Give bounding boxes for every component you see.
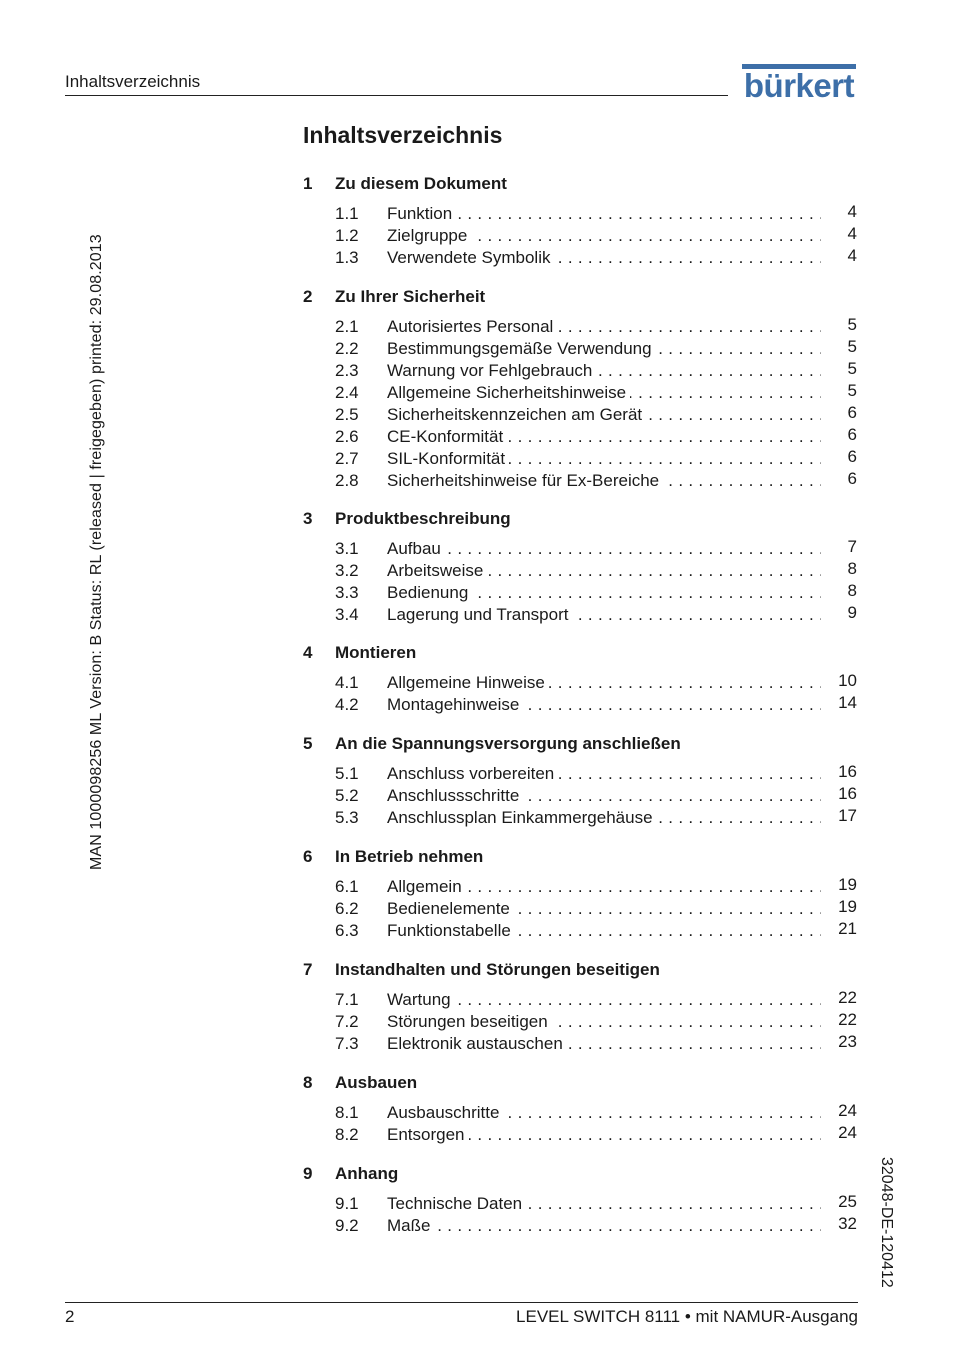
toc-entry[interactable] <box>303 921 859 943</box>
toc-chapter-heading[interactable] <box>303 287 859 311</box>
chapter-title: Instandhalten und Störungen beseitigen <box>335 960 660 979</box>
entry-title-with-leader <box>387 405 821 425</box>
entry-title: Allgemeine Hinweise <box>387 673 549 693</box>
toc-entry[interactable] <box>303 361 859 383</box>
entry-page-number: 19 <box>838 875 857 894</box>
toc-entry[interactable] <box>303 605 859 627</box>
toc-entry-list <box>303 673 859 717</box>
entry-title-with-leader <box>387 539 821 559</box>
toc-entry-list <box>303 539 859 627</box>
toc-chapter-heading[interactable] <box>303 960 859 984</box>
toc-entry-list <box>303 877 859 943</box>
chapter-number: 5 <box>303 734 313 753</box>
toc-chapter <box>303 287 859 493</box>
toc-entry-list <box>303 204 859 270</box>
entry-page-number: 5 <box>847 381 857 400</box>
entry-title: Maße <box>387 1216 434 1236</box>
entry-page-number: 14 <box>838 693 857 712</box>
entry-number: 6.1 <box>335 877 359 896</box>
entry-number: 2.3 <box>335 361 359 380</box>
entry-page-number: 16 <box>838 762 857 781</box>
toc-entry[interactable] <box>303 786 859 808</box>
chapter-number: 3 <box>303 509 313 528</box>
entry-page-number: 4 <box>847 246 857 265</box>
toc-entry[interactable] <box>303 383 859 405</box>
entry-title: Zielgruppe <box>387 226 471 246</box>
entry-title: Sicherheitshinweise für Ex-Bereiche <box>387 471 663 491</box>
toc-entry[interactable] <box>303 990 859 1012</box>
entry-page-number: 6 <box>847 403 857 422</box>
toc-chapter-heading[interactable] <box>303 1164 859 1188</box>
entry-title-with-leader <box>387 877 821 897</box>
entry-number: 3.2 <box>335 561 359 580</box>
brand-logo <box>740 64 858 100</box>
entry-number: 7.3 <box>335 1034 359 1053</box>
toc-entry[interactable] <box>303 695 859 717</box>
entry-title-with-leader <box>387 1216 821 1236</box>
entry-title: Lagerung und Transport <box>387 605 572 625</box>
document-status-vertical: MAN 1000098256 ML Version: B Status: RL (released | freigegeben) printed: 29.08.2013 <box>88 234 105 870</box>
chapter-title: Montieren <box>335 643 417 662</box>
entry-title-with-leader <box>387 204 821 224</box>
toc-chapter-heading[interactable] <box>303 734 859 758</box>
toc-entry[interactable] <box>303 317 859 339</box>
entry-title: Allgemeine Sicherheitshinweise <box>387 383 630 403</box>
chapter-number: 6 <box>303 847 313 866</box>
entry-number: 8.2 <box>335 1125 359 1144</box>
toc-chapter <box>303 734 859 830</box>
entry-number: 3.3 <box>335 583 359 602</box>
entry-title-with-leader <box>387 1103 821 1123</box>
toc-entry[interactable] <box>303 673 859 695</box>
chapter-number: 2 <box>303 287 313 306</box>
chapter-title: In Betrieb nehmen <box>335 847 484 866</box>
page-title: Inhaltsverzeichnis <box>303 122 503 148</box>
entry-number: 2.7 <box>335 449 359 468</box>
entry-title: Verwendete Symbolik <box>387 248 554 268</box>
entry-number: 5.2 <box>335 786 359 805</box>
entry-title-with-leader <box>387 339 821 359</box>
toc-chapter <box>303 509 859 627</box>
entry-page-number: 21 <box>838 919 857 938</box>
entry-title-with-leader <box>387 317 821 337</box>
entry-page-number: 32 <box>838 1214 857 1233</box>
entry-page-number: 19 <box>838 897 857 916</box>
entry-number: 7.1 <box>335 990 359 1009</box>
entry-title: Anschlussplan Einkammergehäuse <box>387 808 657 828</box>
entry-title-with-leader <box>387 673 821 693</box>
footer-rule <box>65 1302 858 1303</box>
entry-title: Arbeitsweise <box>387 561 487 581</box>
entry-page-number: 5 <box>847 337 857 356</box>
toc-entry[interactable] <box>303 226 859 248</box>
entry-title-with-leader <box>387 808 821 828</box>
entry-page-number: 23 <box>838 1032 857 1051</box>
entry-number: 2.1 <box>335 317 359 336</box>
entry-number: 5.3 <box>335 808 359 827</box>
toc-entry[interactable] <box>303 539 859 561</box>
entry-number: 1.2 <box>335 226 359 245</box>
entry-title-with-leader <box>387 786 821 806</box>
entry-number: 1.3 <box>335 248 359 267</box>
footer-product-title: LEVEL SWITCH 8111 • mit NAMUR-Ausgang <box>516 1307 858 1326</box>
entry-page-number: 4 <box>847 224 857 243</box>
toc-entry[interactable] <box>303 1216 859 1238</box>
entry-title-with-leader <box>387 921 821 941</box>
chapter-title: An die Spannungsversorgung anschließen <box>335 734 681 753</box>
entry-page-number: 8 <box>847 559 857 578</box>
entry-title-with-leader <box>387 764 821 784</box>
toc-chapter <box>303 847 859 943</box>
entry-title: Funktion <box>387 204 456 224</box>
toc-chapter <box>303 643 859 717</box>
chapter-number: 9 <box>303 1164 313 1183</box>
entry-title: Entsorgen <box>387 1125 469 1145</box>
entry-number: 2.2 <box>335 339 359 358</box>
entry-number: 3.4 <box>335 605 359 624</box>
entry-page-number: 22 <box>838 1010 857 1029</box>
entry-title: Anschluss vorbereiten <box>387 764 558 784</box>
entry-title: Autorisiertes Personal <box>387 317 557 337</box>
entry-number: 4.1 <box>335 673 359 692</box>
entry-number: 2.4 <box>335 383 359 402</box>
entry-title: Bedienelemente <box>387 899 514 919</box>
chapter-title: Anhang <box>335 1164 399 1183</box>
toc-entry[interactable] <box>303 204 859 226</box>
toc-entry[interactable] <box>303 471 859 493</box>
entry-title-with-leader <box>387 226 821 246</box>
toc-entry[interactable] <box>303 899 859 921</box>
toc-entry[interactable] <box>303 1034 859 1056</box>
entry-title-with-leader <box>387 248 821 268</box>
toc-chapter <box>303 1073 859 1147</box>
toc-entry[interactable] <box>303 764 859 786</box>
toc-entry[interactable] <box>303 1103 859 1125</box>
entry-title: Warnung vor Fehlgebrauch <box>387 361 596 381</box>
header-rule <box>65 95 728 96</box>
toc-entry-list <box>303 990 859 1056</box>
toc-entry[interactable] <box>303 405 859 427</box>
toc-entry[interactable] <box>303 339 859 361</box>
toc-entry[interactable] <box>303 427 859 449</box>
entry-number: 1.1 <box>335 204 359 223</box>
entry-number: 9.2 <box>335 1216 359 1235</box>
entry-title: Technische Daten <box>387 1194 526 1214</box>
chapter-number: 8 <box>303 1073 313 1092</box>
entry-title: SIL-Konformität <box>387 449 509 469</box>
entry-page-number: 10 <box>838 671 857 690</box>
entry-page-number: 8 <box>847 581 857 600</box>
toc-chapter-heading[interactable] <box>303 1073 859 1097</box>
toc-entry-list <box>303 1194 859 1238</box>
toc-chapter-heading[interactable] <box>303 174 859 198</box>
entry-title-with-leader <box>387 695 821 715</box>
footer-page-number: 2 <box>65 1307 75 1326</box>
entry-title: Bestimmungsgemäße Verwendung <box>387 339 656 359</box>
entry-number: 4.2 <box>335 695 359 714</box>
entry-page-number: 24 <box>838 1101 857 1120</box>
entry-number: 6.3 <box>335 921 359 940</box>
toc-entry[interactable] <box>303 561 859 583</box>
toc-entry-list <box>303 317 859 493</box>
entry-page-number: 9 <box>847 603 857 622</box>
entry-title: Montagehinweise <box>387 695 523 715</box>
entry-title: Funktionstabelle <box>387 921 515 941</box>
entry-title-with-leader <box>387 383 821 403</box>
entry-number: 2.6 <box>335 427 359 446</box>
entry-page-number: 7 <box>847 537 857 556</box>
toc-chapter <box>303 1164 859 1238</box>
entry-number: 6.2 <box>335 899 359 918</box>
toc-entry[interactable] <box>303 1125 859 1147</box>
entry-page-number: 25 <box>838 1192 857 1211</box>
entry-page-number: 24 <box>838 1123 857 1142</box>
entry-title-with-leader <box>387 583 821 603</box>
chapter-title: Zu diesem Dokument <box>335 174 507 193</box>
chapter-title: Zu Ihrer Sicherheit <box>335 287 486 306</box>
entry-number: 3.1 <box>335 539 359 558</box>
entry-title-with-leader <box>387 471 821 491</box>
entry-title: Störungen beseitigen <box>387 1012 552 1032</box>
toc-entry[interactable] <box>303 877 859 899</box>
entry-number: 5.1 <box>335 764 359 783</box>
entry-number: 8.1 <box>335 1103 359 1122</box>
entry-title-with-leader <box>387 990 821 1010</box>
entry-title: Allgemein <box>387 877 466 897</box>
toc-entry-list <box>303 1103 859 1147</box>
entry-title-with-leader <box>387 561 821 581</box>
toc-entry[interactable] <box>303 248 859 270</box>
document-code-vertical: 32048-DE-120412 <box>878 1157 895 1288</box>
header-section-label: Inhaltsverzeichnis <box>65 72 201 91</box>
toc-entry[interactable] <box>303 449 859 471</box>
entry-title-with-leader <box>387 427 821 447</box>
toc-chapter-heading[interactable] <box>303 509 859 533</box>
chapter-number: 7 <box>303 960 313 979</box>
entry-title-with-leader <box>387 449 821 469</box>
entry-page-number: 6 <box>847 447 857 466</box>
toc-entry[interactable] <box>303 1194 859 1216</box>
entry-title-with-leader <box>387 605 821 625</box>
entry-page-number: 6 <box>847 469 857 488</box>
toc-entry[interactable] <box>303 1012 859 1034</box>
entry-title: CE-Konformität <box>387 427 507 447</box>
entry-title: Elektronik austauschen <box>387 1034 567 1054</box>
entry-number: 9.1 <box>335 1194 359 1213</box>
entry-title: Wartung <box>387 990 455 1010</box>
entry-title: Bedienung <box>387 583 472 603</box>
entry-number: 2.8 <box>335 471 359 490</box>
entry-page-number: 17 <box>838 806 857 825</box>
toc-chapter-heading[interactable] <box>303 847 859 871</box>
entry-title-with-leader <box>387 1012 821 1032</box>
entry-page-number: 4 <box>847 202 857 221</box>
toc-entry-list <box>303 764 859 830</box>
entry-number: 7.2 <box>335 1012 359 1031</box>
entry-title-with-leader <box>387 361 821 381</box>
entry-title-with-leader <box>387 899 821 919</box>
entry-title: Aufbau <box>387 539 445 559</box>
brand-logo-text: bürkert <box>743 67 855 100</box>
toc-entry[interactable] <box>303 808 859 830</box>
toc-chapter-heading[interactable] <box>303 643 859 667</box>
toc-chapter <box>303 960 859 1056</box>
entry-page-number: 5 <box>847 359 857 378</box>
chapter-title: Produktbeschreibung <box>335 509 511 528</box>
chapter-number: 1 <box>303 174 313 193</box>
entry-page-number: 16 <box>838 784 857 803</box>
chapter-title: Ausbauen <box>335 1073 418 1092</box>
entry-page-number: 22 <box>838 988 857 1007</box>
entry-page-number: 6 <box>847 425 857 444</box>
entry-title: Anschlussschritte <box>387 786 523 806</box>
entry-number: 2.5 <box>335 405 359 424</box>
entry-title-with-leader <box>387 1034 821 1054</box>
chapter-number: 4 <box>303 643 313 662</box>
entry-title-with-leader <box>387 1125 821 1145</box>
entry-page-number: 5 <box>847 315 857 334</box>
entry-title: Sicherheitskennzeichen am Gerät <box>387 405 646 425</box>
entry-title-with-leader <box>387 1194 821 1214</box>
toc-entry[interactable] <box>303 583 859 605</box>
entry-title: Ausbauschritte <box>387 1103 503 1123</box>
toc-chapter <box>303 174 859 270</box>
